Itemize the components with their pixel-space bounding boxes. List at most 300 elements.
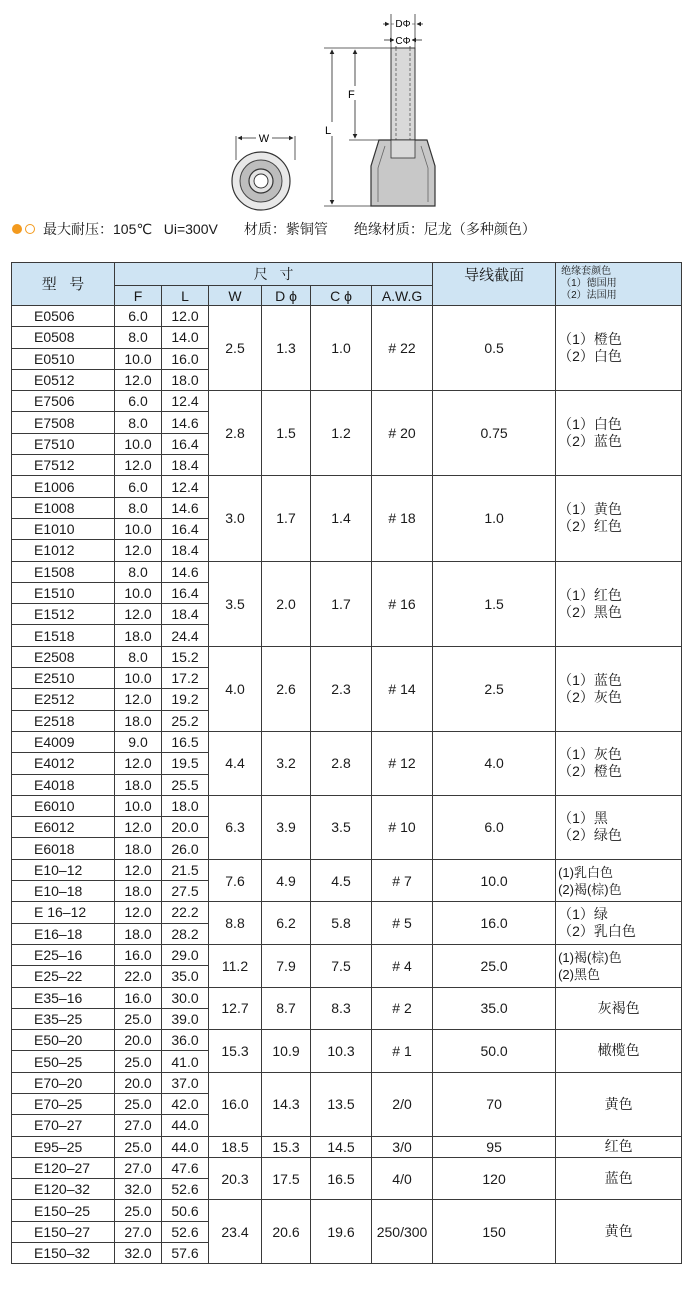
cell-l: 44.0 bbox=[162, 1136, 209, 1157]
cell-f: 6.0 bbox=[115, 306, 162, 327]
insulation-color-line: （1）绿 bbox=[558, 906, 608, 923]
cell-f: 12.0 bbox=[115, 689, 162, 710]
cell-model: E120–32 bbox=[12, 1179, 115, 1200]
cell-c: 1.0 bbox=[311, 306, 372, 391]
table-row bbox=[12, 944, 682, 965]
insulation-color-line: （2）灰色 bbox=[558, 688, 622, 705]
cell-c: 1.2 bbox=[311, 391, 372, 476]
cell-d: 1.3 bbox=[262, 306, 311, 391]
cell-l: 12.0 bbox=[162, 306, 209, 327]
cell-f: 16.0 bbox=[115, 944, 162, 965]
cell-insulation-color bbox=[556, 1157, 682, 1200]
cell-w: 4.4 bbox=[209, 731, 262, 795]
cell-model: E1006 bbox=[12, 476, 115, 497]
header-l: L bbox=[162, 286, 209, 306]
cell-c: 2.8 bbox=[311, 731, 372, 795]
cell-awg: # 22 bbox=[372, 306, 433, 391]
insulation-color-line: （1）蓝色 bbox=[558, 671, 622, 688]
cell-w: 16.0 bbox=[209, 1072, 262, 1136]
cell-f: 8.0 bbox=[115, 327, 162, 348]
table-row bbox=[12, 902, 682, 923]
cell-d: 4.9 bbox=[262, 859, 311, 902]
cell-w: 20.3 bbox=[209, 1157, 262, 1200]
cell-f: 9.0 bbox=[115, 731, 162, 752]
insulation-color-line: (1)褐(棕)色 bbox=[558, 949, 622, 965]
cell-l: 37.0 bbox=[162, 1072, 209, 1093]
table-row bbox=[12, 1030, 682, 1051]
cell-f: 12.0 bbox=[115, 753, 162, 774]
cell-f: 8.0 bbox=[115, 497, 162, 518]
cell-f: 12.0 bbox=[115, 817, 162, 838]
end-view-drawing bbox=[232, 131, 295, 210]
cell-f: 18.0 bbox=[115, 838, 162, 859]
cell-f: 25.0 bbox=[115, 1136, 162, 1157]
cell-model: E1518 bbox=[12, 625, 115, 646]
cell-d: 14.3 bbox=[262, 1072, 311, 1136]
cell-f: 27.0 bbox=[115, 1115, 162, 1136]
cell-awg: # 20 bbox=[372, 391, 433, 476]
cell-w: 3.5 bbox=[209, 561, 262, 646]
cell-model: E0510 bbox=[12, 348, 115, 369]
cell-c: 10.3 bbox=[311, 1030, 372, 1073]
table-row bbox=[12, 859, 682, 880]
cell-d: 3.9 bbox=[262, 795, 311, 859]
product-table bbox=[11, 262, 682, 1264]
header-model: 型 号 bbox=[12, 263, 115, 306]
insulation-color-line: 灰褐色 bbox=[597, 999, 640, 1016]
cell-f: 10.0 bbox=[115, 795, 162, 816]
cell-l: 14.6 bbox=[162, 497, 209, 518]
cell-l: 36.0 bbox=[162, 1030, 209, 1051]
cell-f: 10.0 bbox=[115, 348, 162, 369]
cell-model: E35–25 bbox=[12, 1008, 115, 1029]
table-body bbox=[12, 306, 682, 1264]
cell-awg: 3/0 bbox=[372, 1136, 433, 1157]
cell-model: E1508 bbox=[12, 561, 115, 582]
cell-awg: # 2 bbox=[372, 987, 433, 1030]
spec-line bbox=[12, 219, 536, 239]
cell-l: 52.6 bbox=[162, 1221, 209, 1242]
header-d: D ϕ bbox=[262, 286, 311, 306]
cell-c: 19.6 bbox=[311, 1200, 372, 1264]
cell-d: 2.6 bbox=[262, 646, 311, 731]
cell-d: 15.3 bbox=[262, 1136, 311, 1157]
cell-f: 27.0 bbox=[115, 1157, 162, 1178]
cell-d: 7.9 bbox=[262, 944, 311, 987]
cell-w: 2.8 bbox=[209, 391, 262, 476]
cell-f: 12.0 bbox=[115, 455, 162, 476]
cell-wire: 95 bbox=[433, 1136, 556, 1157]
header-insulation-2: （2）法国用 bbox=[561, 290, 617, 301]
cell-wire: 35.0 bbox=[433, 987, 556, 1030]
cell-c: 3.5 bbox=[311, 795, 372, 859]
cell-l: 25.2 bbox=[162, 710, 209, 731]
cell-wire: 4.0 bbox=[433, 731, 556, 795]
cell-model: E4009 bbox=[12, 731, 115, 752]
label-w: W bbox=[258, 133, 270, 145]
cell-awg: # 5 bbox=[372, 902, 433, 945]
cell-model: E150–32 bbox=[12, 1243, 115, 1264]
header-insulation-1: （1）德国用 bbox=[561, 278, 617, 289]
cell-wire: 120 bbox=[433, 1157, 556, 1200]
cell-awg: # 10 bbox=[372, 795, 433, 859]
cell-model: E25–22 bbox=[12, 966, 115, 987]
cell-f: 25.0 bbox=[115, 1200, 162, 1221]
cell-f: 8.0 bbox=[115, 412, 162, 433]
cell-f: 10.0 bbox=[115, 668, 162, 689]
cell-l: 19.2 bbox=[162, 689, 209, 710]
cell-awg: # 16 bbox=[372, 561, 433, 646]
cell-c: 1.4 bbox=[311, 476, 372, 561]
cell-f: 20.0 bbox=[115, 1030, 162, 1051]
cell-wire: 0.75 bbox=[433, 391, 556, 476]
cell-model: E50–20 bbox=[12, 1030, 115, 1051]
bullet-filled-icon bbox=[12, 224, 22, 234]
cell-w: 2.5 bbox=[209, 306, 262, 391]
cell-l: 18.4 bbox=[162, 604, 209, 625]
cell-model: E70–20 bbox=[12, 1072, 115, 1093]
cell-f: 8.0 bbox=[115, 646, 162, 667]
cell-l: 44.0 bbox=[162, 1115, 209, 1136]
cell-wire: 6.0 bbox=[433, 795, 556, 859]
header-awg: A.W.G bbox=[372, 286, 433, 306]
cell-c: 1.7 bbox=[311, 561, 372, 646]
cell-model: E1010 bbox=[12, 518, 115, 539]
cell-l: 16.5 bbox=[162, 731, 209, 752]
cell-wire: 1.5 bbox=[433, 561, 556, 646]
header-w: W bbox=[209, 286, 262, 306]
table-row bbox=[12, 476, 682, 497]
spec-insulation: 绝缘材质：尼龙（多种颜色） bbox=[353, 221, 536, 237]
cell-f: 12.0 bbox=[115, 540, 162, 561]
cell-d: 17.5 bbox=[262, 1157, 311, 1200]
cell-model: E1008 bbox=[12, 497, 115, 518]
cell-awg: # 1 bbox=[372, 1030, 433, 1073]
cell-awg: 2/0 bbox=[372, 1072, 433, 1136]
cell-d: 1.7 bbox=[262, 476, 311, 561]
cell-model: E0506 bbox=[12, 306, 115, 327]
insulation-color-line: （2）黑色 bbox=[558, 603, 622, 620]
cell-l: 14.6 bbox=[162, 561, 209, 582]
table-row bbox=[12, 646, 682, 667]
cell-l: 18.4 bbox=[162, 455, 209, 476]
cell-l: 22.2 bbox=[162, 902, 209, 923]
insulation-color-line: （2）乳白色 bbox=[558, 923, 636, 940]
header-wire-section: 导线截面 bbox=[433, 263, 556, 306]
label-l: L bbox=[325, 125, 332, 137]
cell-f: 32.0 bbox=[115, 1243, 162, 1264]
cell-wire: 25.0 bbox=[433, 944, 556, 987]
insulation-color-line: 蓝色 bbox=[604, 1170, 633, 1187]
cell-f: 18.0 bbox=[115, 923, 162, 944]
cell-wire: 16.0 bbox=[433, 902, 556, 945]
cell-wire: 50.0 bbox=[433, 1030, 556, 1073]
insulation-color-line: (1)乳白色 bbox=[558, 864, 613, 880]
side-view-drawing bbox=[324, 14, 435, 206]
spec-voltage: 最大耐压：105℃ Ui=300V bbox=[43, 221, 218, 237]
insulation-color-line: （1）黄色 bbox=[558, 501, 622, 518]
cell-l: 21.5 bbox=[162, 859, 209, 880]
cell-f: 32.0 bbox=[115, 1179, 162, 1200]
cell-f: 12.0 bbox=[115, 369, 162, 390]
cell-wire: 2.5 bbox=[433, 646, 556, 731]
cell-f: 18.0 bbox=[115, 881, 162, 902]
cell-awg: # 14 bbox=[372, 646, 433, 731]
cell-model: E50–25 bbox=[12, 1051, 115, 1072]
cell-insulation-color bbox=[556, 944, 682, 987]
cell-model: E16–18 bbox=[12, 923, 115, 944]
cell-model: E6018 bbox=[12, 838, 115, 859]
table-row bbox=[12, 1136, 682, 1157]
table-row bbox=[12, 1200, 682, 1221]
cell-model: E0508 bbox=[12, 327, 115, 348]
cell-f: 16.0 bbox=[115, 987, 162, 1008]
cell-model: E7512 bbox=[12, 455, 115, 476]
cell-l: 39.0 bbox=[162, 1008, 209, 1029]
label-d-phi: DΦ bbox=[395, 19, 411, 30]
cell-l: 18.4 bbox=[162, 540, 209, 561]
cell-f: 10.0 bbox=[115, 518, 162, 539]
cell-l: 35.0 bbox=[162, 966, 209, 987]
cell-model: E35–16 bbox=[12, 987, 115, 1008]
cell-f: 12.0 bbox=[115, 604, 162, 625]
cell-insulation-color bbox=[556, 1136, 682, 1157]
cell-l: 18.0 bbox=[162, 369, 209, 390]
header-c: C ϕ bbox=[311, 286, 372, 306]
cell-c: 13.5 bbox=[311, 1072, 372, 1136]
cell-c: 16.5 bbox=[311, 1157, 372, 1200]
cell-d: 3.2 bbox=[262, 731, 311, 795]
table-row bbox=[12, 795, 682, 816]
cell-insulation-color bbox=[556, 902, 682, 945]
insulation-color-line: 黄色 bbox=[604, 1223, 633, 1240]
cell-awg: # 18 bbox=[372, 476, 433, 561]
cell-f: 25.0 bbox=[115, 1008, 162, 1029]
cell-w: 23.4 bbox=[209, 1200, 262, 1264]
cell-model: E150–25 bbox=[12, 1200, 115, 1221]
table-row bbox=[12, 987, 682, 1008]
cell-insulation-color bbox=[556, 1072, 682, 1136]
cell-model: E70–27 bbox=[12, 1115, 115, 1136]
table-row bbox=[12, 731, 682, 752]
cell-model: E10–12 bbox=[12, 859, 115, 880]
cell-f: 18.0 bbox=[115, 625, 162, 646]
cell-model: E2510 bbox=[12, 668, 115, 689]
cell-insulation-color bbox=[556, 1200, 682, 1264]
cell-insulation-color bbox=[556, 795, 682, 859]
cell-model: E6010 bbox=[12, 795, 115, 816]
cell-insulation-color bbox=[556, 859, 682, 902]
cell-l: 16.0 bbox=[162, 348, 209, 369]
cell-w: 15.3 bbox=[209, 1030, 262, 1073]
table-row bbox=[12, 1157, 682, 1178]
insulation-color-line: （1）红色 bbox=[558, 586, 622, 603]
header-insulation-color bbox=[556, 263, 682, 306]
cell-insulation-color bbox=[556, 987, 682, 1030]
cell-w: 11.2 bbox=[209, 944, 262, 987]
cell-model: E0512 bbox=[12, 369, 115, 390]
cell-awg: 4/0 bbox=[372, 1157, 433, 1200]
insulation-color-line: （2）白色 bbox=[558, 348, 622, 365]
cell-l: 25.5 bbox=[162, 774, 209, 795]
insulation-color-line: （1）橙色 bbox=[558, 331, 622, 348]
cell-model: E4018 bbox=[12, 774, 115, 795]
label-f: F bbox=[348, 89, 355, 101]
cell-f: 27.0 bbox=[115, 1221, 162, 1242]
cell-model: E6012 bbox=[12, 817, 115, 838]
cell-f: 10.0 bbox=[115, 582, 162, 603]
cell-c: 14.5 bbox=[311, 1136, 372, 1157]
insulation-color-line: 橄榄色 bbox=[597, 1042, 640, 1059]
cell-model: E150–27 bbox=[12, 1221, 115, 1242]
insulation-color-line: （1）黑 bbox=[558, 810, 608, 827]
cell-insulation-color bbox=[556, 561, 682, 646]
insulation-color-line: (2)黑色 bbox=[558, 966, 600, 982]
cell-l: 50.6 bbox=[162, 1200, 209, 1221]
cell-insulation-color bbox=[556, 306, 682, 391]
cell-d: 1.5 bbox=[262, 391, 311, 476]
cell-l: 17.2 bbox=[162, 668, 209, 689]
cell-l: 16.4 bbox=[162, 518, 209, 539]
insulation-color-line: （2）绿色 bbox=[558, 827, 622, 844]
cell-l: 18.0 bbox=[162, 795, 209, 816]
cell-l: 19.5 bbox=[162, 753, 209, 774]
cell-c: 2.3 bbox=[311, 646, 372, 731]
cell-model: E4012 bbox=[12, 753, 115, 774]
cell-l: 41.0 bbox=[162, 1051, 209, 1072]
table-row bbox=[12, 1072, 682, 1093]
cell-f: 25.0 bbox=[115, 1093, 162, 1114]
cell-l: 16.4 bbox=[162, 433, 209, 454]
cell-d: 2.0 bbox=[262, 561, 311, 646]
cell-l: 27.5 bbox=[162, 881, 209, 902]
cell-wire: 0.5 bbox=[433, 306, 556, 391]
insulation-color-line: 黄色 bbox=[604, 1095, 633, 1112]
spec-material: 材质：紫铜管 bbox=[243, 221, 328, 237]
label-c-phi: CΦ bbox=[395, 36, 411, 47]
cell-model: E2512 bbox=[12, 689, 115, 710]
cell-l: 12.4 bbox=[162, 391, 209, 412]
cell-l: 14.0 bbox=[162, 327, 209, 348]
cell-d: 10.9 bbox=[262, 1030, 311, 1073]
cell-model: E10–18 bbox=[12, 881, 115, 902]
cell-w: 8.8 bbox=[209, 902, 262, 945]
cell-l: 16.4 bbox=[162, 582, 209, 603]
cell-model: E25–16 bbox=[12, 944, 115, 965]
insulation-color-line: (2)褐(棕)色 bbox=[558, 881, 622, 897]
cell-awg: # 7 bbox=[372, 859, 433, 902]
cell-insulation-color bbox=[556, 476, 682, 561]
cell-w: 18.5 bbox=[209, 1136, 262, 1157]
cell-model: E 16–12 bbox=[12, 902, 115, 923]
cell-l: 26.0 bbox=[162, 838, 209, 859]
cell-w: 7.6 bbox=[209, 859, 262, 902]
cell-model: E70–25 bbox=[12, 1093, 115, 1114]
cell-f: 12.0 bbox=[115, 859, 162, 880]
cell-model: E1512 bbox=[12, 604, 115, 625]
insulation-color-line: （2）蓝色 bbox=[558, 433, 622, 450]
cell-w: 6.3 bbox=[209, 795, 262, 859]
insulation-color-line: 红色 bbox=[604, 1138, 633, 1155]
cell-f: 22.0 bbox=[115, 966, 162, 987]
header-size: 尺 寸 bbox=[115, 263, 433, 286]
table-row bbox=[12, 561, 682, 582]
cell-model: E7508 bbox=[12, 412, 115, 433]
cell-model: E1510 bbox=[12, 582, 115, 603]
cell-awg: # 12 bbox=[372, 731, 433, 795]
insulation-color-line: （1）白色 bbox=[558, 416, 622, 433]
cell-l: 52.6 bbox=[162, 1179, 209, 1200]
header-insulation-title: 绝缘套颜色 bbox=[561, 266, 612, 277]
cell-l: 28.2 bbox=[162, 923, 209, 944]
cell-w: 3.0 bbox=[209, 476, 262, 561]
cell-insulation-color bbox=[556, 1030, 682, 1073]
cell-awg: # 4 bbox=[372, 944, 433, 987]
cell-model: E120–27 bbox=[12, 1157, 115, 1178]
insulation-color-line: （1）灰色 bbox=[558, 746, 622, 763]
table-row bbox=[12, 391, 682, 412]
cell-l: 15.2 bbox=[162, 646, 209, 667]
cell-f: 18.0 bbox=[115, 710, 162, 731]
cell-f: 12.0 bbox=[115, 902, 162, 923]
cell-c: 7.5 bbox=[311, 944, 372, 987]
cell-model: E2508 bbox=[12, 646, 115, 667]
cell-d: 6.2 bbox=[262, 902, 311, 945]
cell-c: 8.3 bbox=[311, 987, 372, 1030]
cell-d: 8.7 bbox=[262, 987, 311, 1030]
cell-l: 42.0 bbox=[162, 1093, 209, 1114]
cell-insulation-color bbox=[556, 731, 682, 795]
cell-model: E7510 bbox=[12, 433, 115, 454]
cell-w: 4.0 bbox=[209, 646, 262, 731]
insulation-color-line: （2）橙色 bbox=[558, 763, 622, 780]
cell-l: 29.0 bbox=[162, 944, 209, 965]
cell-model: E7506 bbox=[12, 391, 115, 412]
cell-model: E2518 bbox=[12, 710, 115, 731]
header-f: F bbox=[115, 286, 162, 306]
cell-insulation-color bbox=[556, 391, 682, 476]
cell-model: E95–25 bbox=[12, 1136, 115, 1157]
bullet-hollow-icon bbox=[25, 224, 35, 234]
cell-l: 14.6 bbox=[162, 412, 209, 433]
cell-wire: 1.0 bbox=[433, 476, 556, 561]
cell-f: 6.0 bbox=[115, 391, 162, 412]
cell-f: 6.0 bbox=[115, 476, 162, 497]
cell-w: 12.7 bbox=[209, 987, 262, 1030]
cell-wire: 150 bbox=[433, 1200, 556, 1264]
cell-f: 8.0 bbox=[115, 561, 162, 582]
cell-f: 20.0 bbox=[115, 1072, 162, 1093]
cell-f: 18.0 bbox=[115, 774, 162, 795]
cell-l: 24.4 bbox=[162, 625, 209, 646]
cell-wire: 10.0 bbox=[433, 859, 556, 902]
cell-c: 4.5 bbox=[311, 859, 372, 902]
cell-model: E1012 bbox=[12, 540, 115, 561]
cell-f: 25.0 bbox=[115, 1051, 162, 1072]
cell-l: 20.0 bbox=[162, 817, 209, 838]
cell-f: 10.0 bbox=[115, 433, 162, 454]
insulation-color-line: （2）红色 bbox=[558, 518, 622, 535]
cell-d: 20.6 bbox=[262, 1200, 311, 1264]
cell-l: 30.0 bbox=[162, 987, 209, 1008]
cell-l: 47.6 bbox=[162, 1157, 209, 1178]
table-row bbox=[12, 306, 682, 327]
cell-wire: 70 bbox=[433, 1072, 556, 1136]
cell-insulation-color bbox=[556, 646, 682, 731]
cell-awg: 250/300 bbox=[372, 1200, 433, 1264]
cell-l: 57.6 bbox=[162, 1243, 209, 1264]
cell-c: 5.8 bbox=[311, 902, 372, 945]
